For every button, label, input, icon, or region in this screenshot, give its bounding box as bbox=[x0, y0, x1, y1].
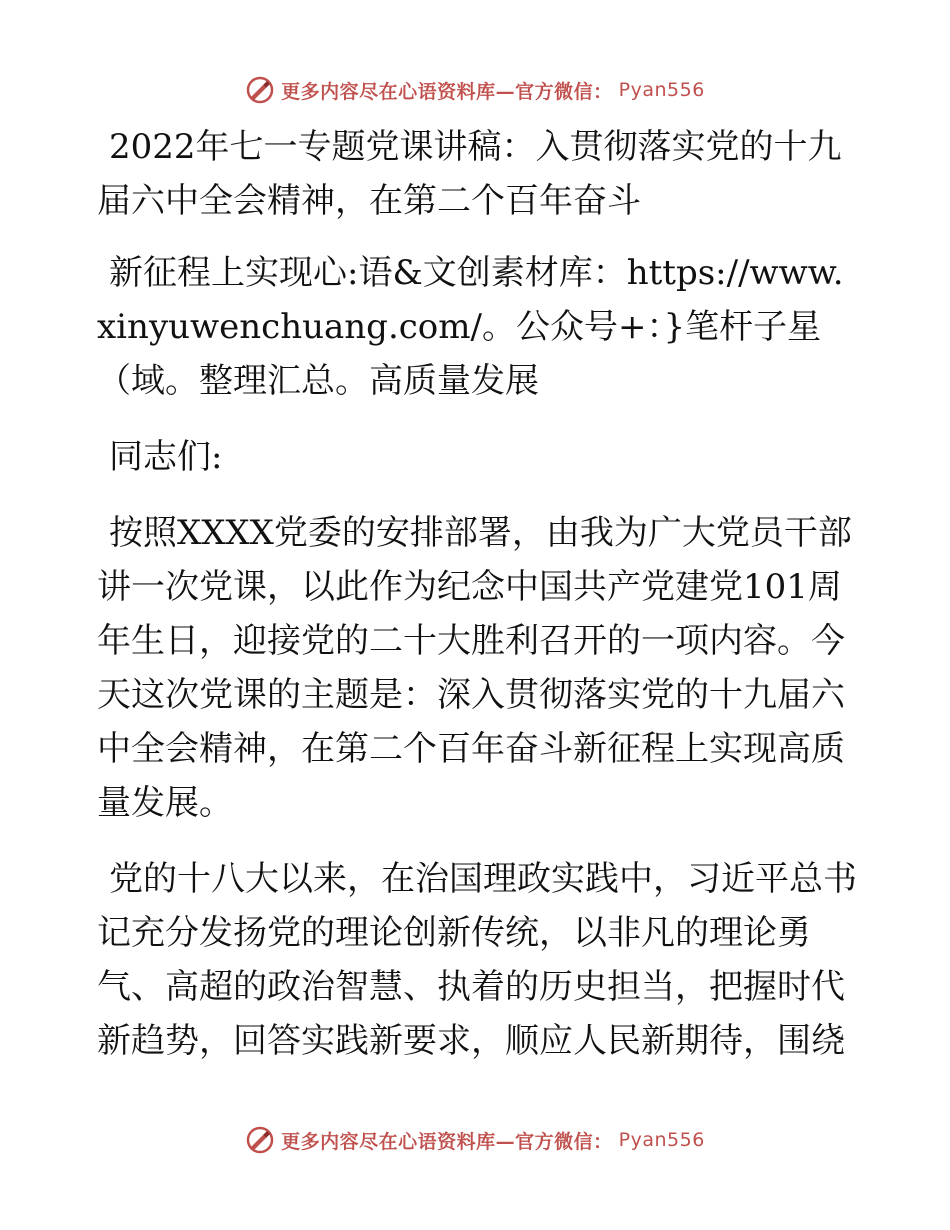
paragraph: 按照XXXX党委的安排部署，由我为广大党员干部讲一次党课，以此作为纪念中国共产党建党101周年生日，迎接党的二十大胜利召开的一项内容。今天这次党课的主题是：深入贯彻落实党的十九届六中全会精神，在第二个百年奋斗新征程上实现高质量发展。 bbox=[97, 513, 852, 823]
pen-logo-icon bbox=[245, 1125, 275, 1155]
document-title: 2022年七一专题党课讲稿：入贯彻落实党的十九届六中全会精神，在第二个百年奋斗 bbox=[97, 127, 842, 221]
banner-text: 更多内容尽在心语资料库—官方微信： bbox=[281, 80, 613, 103]
document-body bbox=[97, 120, 857, 1090]
banner-text: 更多内容尽在心语资料库—官方微信： bbox=[281, 1130, 613, 1153]
paragraph: 党的十八大以来，在治国理政实践中，习近平总书记充分发扬党的理论创新传统，以非凡的理论勇气、高超的政治智慧、执着的历史担当，把握时代新趋势，回答实践新要求，顺应人民新期待，围绕 bbox=[97, 859, 857, 1061]
pen-logo-icon bbox=[245, 75, 275, 105]
header-watermark-banner bbox=[0, 70, 950, 110]
wechat-id: Pyan556 bbox=[618, 79, 705, 101]
document-subtitle: 新征程上实现心:语&文创素材库：https://www.xinyuwenchuang.com/。公众号+：}笔杆子星（域。整理汇总。高质量发展 bbox=[97, 253, 844, 401]
footer-watermark-banner bbox=[0, 1120, 950, 1160]
greeting: 同志们: bbox=[109, 437, 223, 477]
wechat-id: Pyan556 bbox=[618, 1129, 705, 1151]
